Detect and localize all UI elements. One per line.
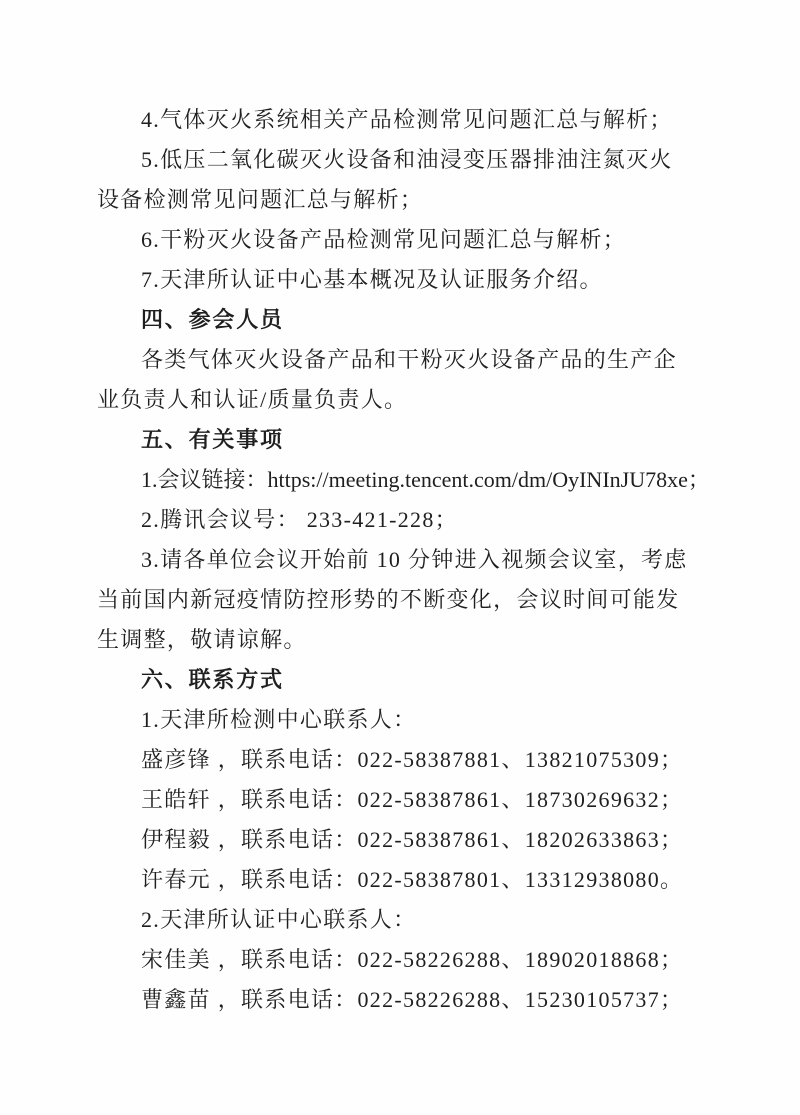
participants-paragraph-line2: 业负责人和认证/质量负责人。 (97, 387, 408, 412)
agenda-item-5-line1: 5.低压二氧化碳灭火设备和油浸变压器排油注氮灭火 (141, 147, 673, 172)
matters-item-meeting-link: 1.会议链接：https://meeting.tencent.com/dm/OyINInJU78xe； (141, 467, 710, 492)
agenda-item-6: 6.干粉灭火设备产品检测常见问题汇总与解析； (141, 227, 627, 252)
matters-item-note-line1: 3.请各单位会议开始前 10 分钟进入视频会议室，考虑 (141, 547, 688, 572)
matters-item-note-line2: 当前国内新冠疫情防控形势的不断变化，会议时间可能发 (97, 587, 680, 612)
agenda-item-7: 7.天津所认证中心基本概况及认证服务介绍。 (141, 267, 603, 292)
contact-line-cao-xinmiao: 曹鑫苗 ，联系电话：022-58226288、15230105737； (141, 987, 684, 1012)
document-body (97, 100, 710, 1020)
contact-line-xu-chunyuan: 许春元 ，联系电话：022-58387801、13312938080。 (141, 867, 684, 892)
matters-item-note-line3: 生调整，敬请谅解。 (97, 627, 307, 652)
agenda-item-5-line2: 设备检测常见问题汇总与解析； (97, 187, 424, 212)
contact-line-wang-haoxuan: 王皓轩 ，联系电话：022-58387861、18730269632； (141, 787, 684, 812)
agenda-item-4: 4.气体灭火系统相关产品检测常见问题汇总与解析； (141, 107, 673, 132)
contacts-group1-title: 1.天津所检测中心联系人： (141, 707, 417, 732)
matters-item-meeting-id: 2.腾讯会议号： 233-421-228； (141, 507, 458, 532)
contact-line-yi-chengyi: 伊程毅 ，联系电话：022-58387861、18202633863； (141, 827, 684, 852)
participants-paragraph-line1: 各类气体灭火设备产品和干粉灭火设备产品的生产企 (141, 347, 677, 372)
contact-line-song-jiamei: 宋佳美 ，联系电话：022-58226288、18902018868； (141, 947, 684, 972)
contact-line-sheng-yanfeng: 盛彦锋 ，联系电话：022-58387881、13821075309； (141, 747, 684, 772)
contacts-group2-title: 2.天津所认证中心联系人： (141, 907, 417, 932)
section-heading-participants: 四、参会人员 (141, 307, 284, 332)
section-heading-matters: 五、有关事项 (141, 427, 284, 452)
section-heading-contacts: 六、联系方式 (141, 667, 284, 692)
